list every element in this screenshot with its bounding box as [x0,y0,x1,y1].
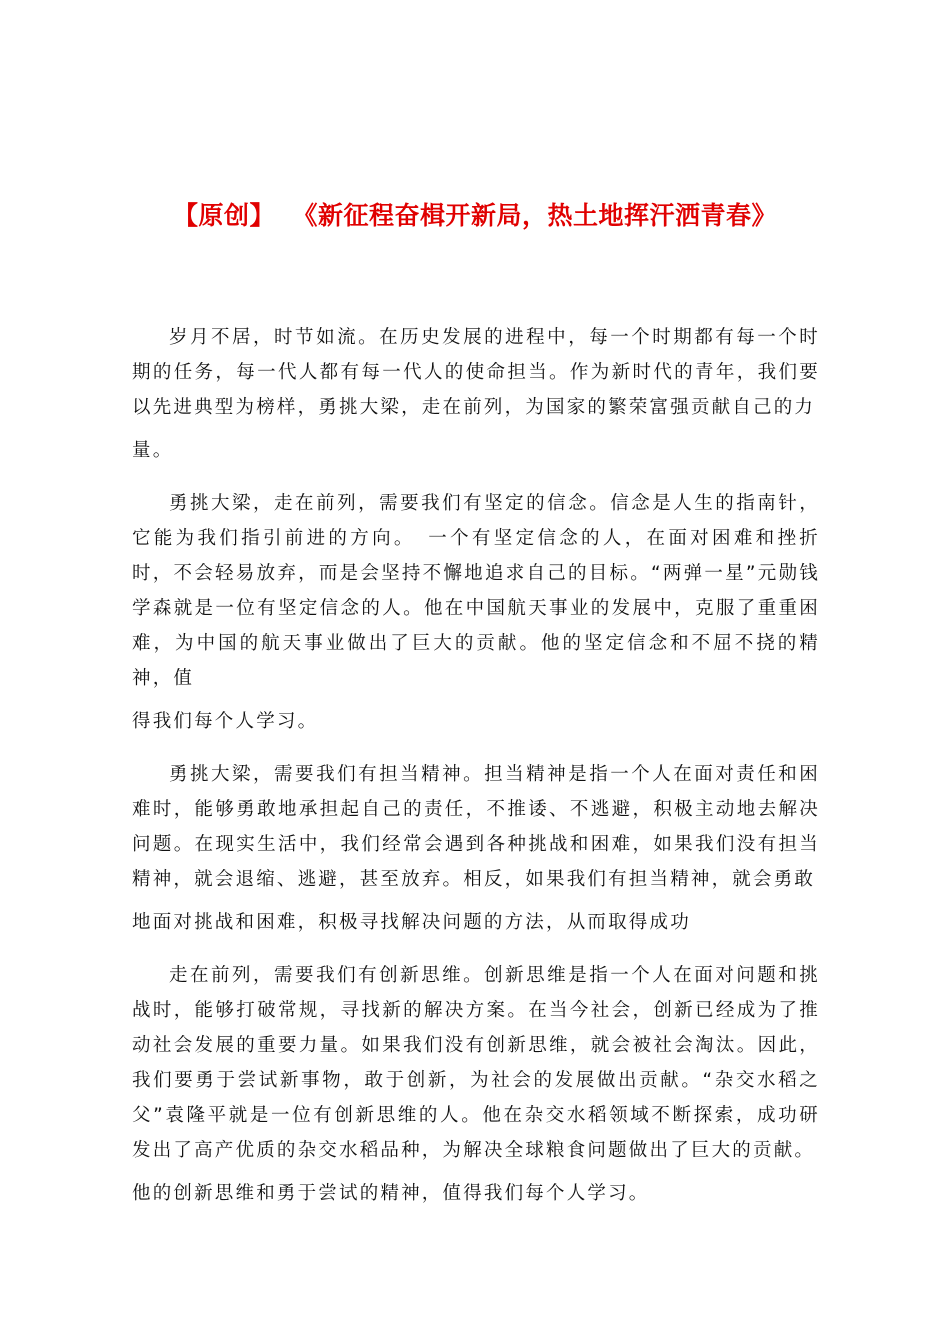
paragraph-4-main: 走在前列，需要我们有创新思维。创新思维是指一个人在面对问题和挑战时，能够打破常规，寻找新的解决方案。在当今社会，创新已经成为了推动社会发展的重要力量。如果我们没有创新思维，就会被社会淘汰。因此，我们要勇于尝试新事物，敢于创新，为社会的发展做出贡献。“杂交水稻之父”袁隆平就是一位有创新思维的人。他在杂交水稻领域不断探索，成功研发出了高产优质的杂交水稻品种，为解决全球粮食问题做出了巨大的贡献。 [132,965,820,1161]
paragraph-1 [132,320,820,468]
paragraph-2 [132,486,820,739]
title-tag: 【原创】 [172,201,275,230]
paragraph-2-tail: 得我们每个人学习。 [132,711,319,732]
paragraph-1-main: 岁月不居，时节如流。在历史发展的进程中，每一个时期都有每一个时期的任务，每一代人都有每一代人的使命担当。作为新时代的青年，我们要以先进典型为榜样，勇挑大梁，走在前列，为国家的繁荣富强贡献自己的力 [132,327,820,418]
paragraph-4-tail: 他的创新思维和勇于尝试的精神，值得我们每个人学习。 [132,1183,650,1204]
document-title [0,196,950,232]
paragraph-3-main: 勇挑大梁，需要我们有担当精神。担当精神是指一个人在面对责任和困难时，能够勇敢地承担起自己的责任，不推诿、不逃避，积极主动地去解决问题。在现实生活中，我们经常会遇到各种挑战和困难，如果我们没有担当精神，就会退缩、逃避，甚至放弃。相反，如果我们有担当精神，就会勇敢 [132,764,820,890]
document-body [132,320,820,1229]
paragraph-3 [132,757,820,940]
paragraph-1-tail: 量。 [132,440,174,461]
paragraph-3-tail: 地面对挑战和困难，积极寻找解决问题的方法，从而取得成功 [132,912,691,933]
title-main: 《新征程奋楫开新局，热土地挥汗洒青春》 [305,201,778,230]
paragraph-2-main: 勇挑大梁，走在前列，需要我们有坚定的信念。信念是人生的指南针，它能为我们指引前进的方向。 一个有坚定信念的人，在面对困难和挫折时，不会轻易放弃，而是会坚持不懈地追求自己的目标。“两弹一星”元勋钱学森就是一位有坚定信念的人。他在中国航天事业的发展中，克服了重重困难，为中国的航天事业做出了巨大的贡献。他的坚定信念和不屈不挠的精神，值 [132,493,820,689]
paragraph-4 [132,958,820,1211]
